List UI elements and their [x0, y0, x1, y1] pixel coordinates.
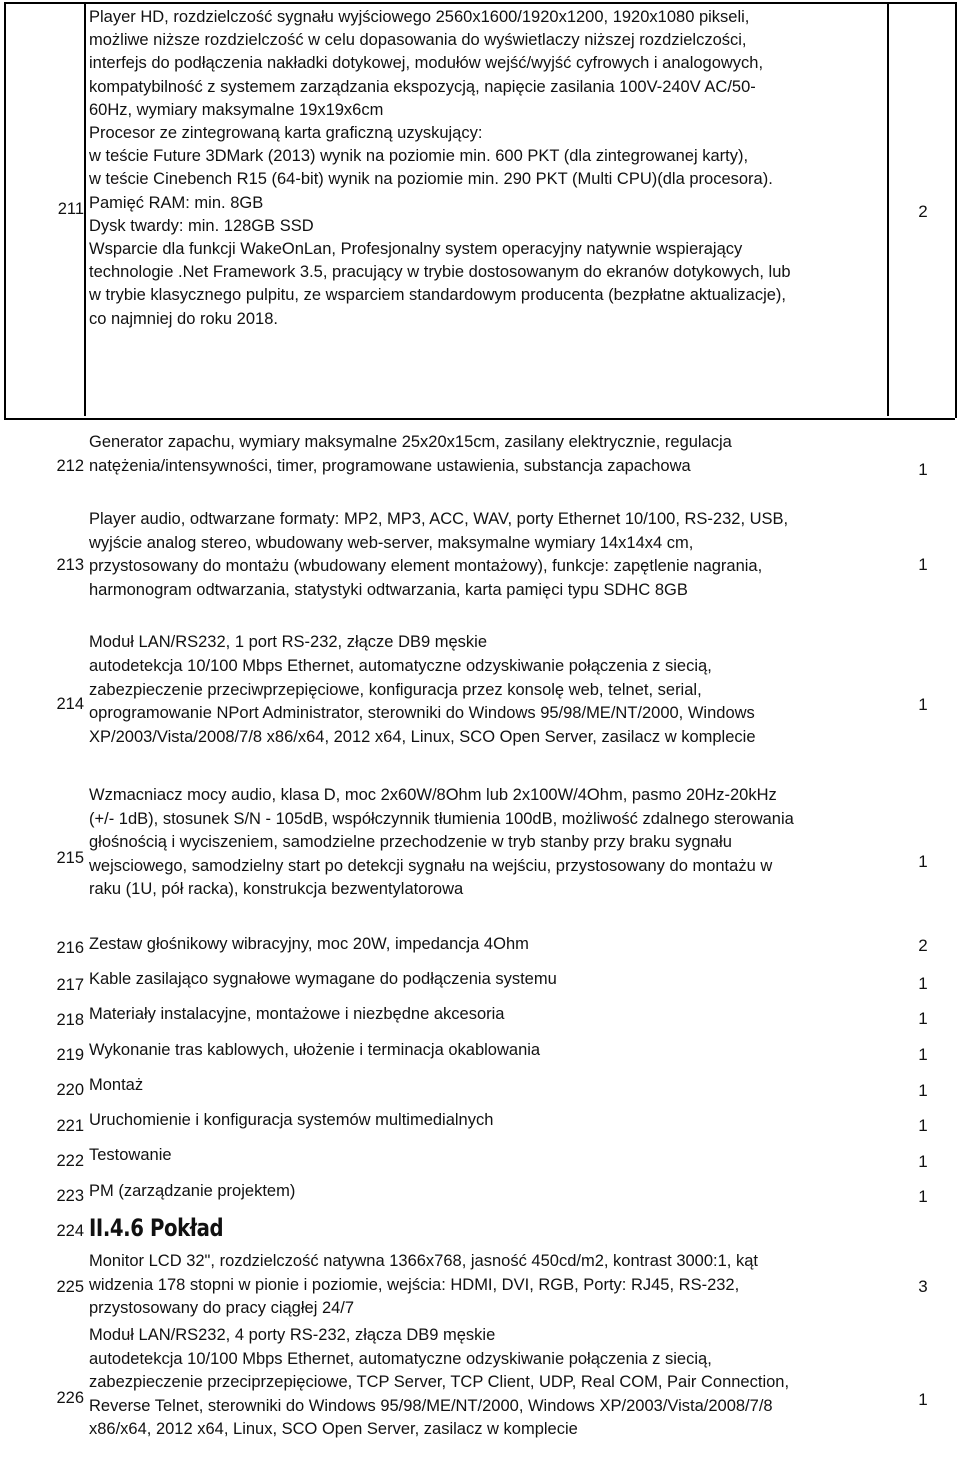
- item-number: 226: [56, 1389, 84, 1407]
- item-number: 214: [56, 695, 84, 713]
- item-quantity: 1: [918, 1116, 928, 1135]
- item-number: 220: [56, 1081, 84, 1099]
- item-description: [89, 1040, 889, 1060]
- item-quantity: 1: [918, 695, 928, 714]
- item-number: 217: [56, 976, 84, 994]
- item-quantity: 1: [918, 852, 928, 871]
- item-quantity: 2: [918, 202, 928, 221]
- item-description: [89, 1214, 889, 1244]
- description-line: Montaż: [89, 1076, 144, 1094]
- description-line: możliwe niższe rozdzielczość w celu dopasowania do wyświetlaczy niższej rozdzielczości,: [89, 31, 747, 50]
- item-number: 216: [56, 939, 84, 957]
- description-line: kompatybilność z systemem zarządzania ekspozycją, napięcie zasilania 100V-240V AC/50-: [89, 77, 756, 96]
- item-description: [89, 631, 889, 750]
- item-quantity: 1: [918, 555, 928, 574]
- description-line: przystosowany do montażu (wbudowany element montażowy), funkcje: zapętlenie nagrania,: [89, 557, 763, 575]
- description-line: Player HD, rozdzielczość sygnału wyjściowego 2560x1600/1920x1200, 1920x1080 pikseli,: [89, 8, 750, 26]
- item-description: [89, 784, 889, 902]
- description-line: Moduł LAN/RS232, 4 porty RS-232, złącza DB9 męskie: [89, 1326, 496, 1344]
- description-line: Wsparcie dla funkcji WakeOnLan, Profesjonalny system operacyjny natywnie wspierający: [89, 240, 743, 259]
- item-quantity: 1: [918, 1081, 928, 1100]
- description-line: co najmniej do roku 2018.: [89, 309, 278, 328]
- item-number: 224: [56, 1222, 84, 1240]
- item-number: 221: [56, 1117, 84, 1135]
- item-description: [89, 969, 889, 989]
- row-border: [4, 418, 955, 420]
- description-line: Reverse Telnet, sterowniki do Windows 95/98/ME/NT/2000, Windows XP/2003/Vista/2008/7/8: [89, 1396, 773, 1415]
- description-line: x86/x64, 2012 x64, Linux, SCO Open Server, zasilacz w komplecie: [89, 1420, 578, 1438]
- description-line: Testowanie: [89, 1146, 172, 1164]
- description-line: Pamięć RAM: min. 8GB: [89, 193, 264, 212]
- item-number: 218: [56, 1011, 84, 1029]
- description-line: Materiały instalacyjne, montażowe i niezbędne akcesoria: [89, 1005, 505, 1023]
- item-description: [89, 431, 889, 478]
- item-description: [89, 1181, 889, 1201]
- item-quantity: 1: [918, 1390, 928, 1409]
- description-line: Player audio, odtwarzane formaty: MP2, MP3, ACC, WAV, porty Ethernet 10/100, RS-232, USB,: [89, 510, 789, 528]
- section-heading: II.4.6 Pokład: [89, 1214, 224, 1242]
- description-line: zabezpieczenie przeciwprzepięciowe, konfiguracja przez konsolę web, telnet, serial,: [89, 680, 702, 699]
- item-quantity: 1: [918, 460, 928, 479]
- description-line: Procesor ze zintegrowaną karta graficzną uzyskujący:: [89, 124, 483, 143]
- item-description: [89, 6, 889, 331]
- description-line: Zestaw głośnikowy wibracyjny, moc 20W, impedancja 4Ohm: [89, 935, 529, 953]
- item-number: 219: [56, 1046, 84, 1064]
- item-description: [89, 1324, 889, 1442]
- description-line: autodetekcja 10/100 Mbps Ethernet, automatyczne odzyskiwanie połączenia z siecią,: [89, 656, 712, 675]
- description-line: Kable zasilająco sygnałowe wymagane do podłączenia systemu: [89, 970, 557, 988]
- description-line: interfejs do podłączenia nakładki dotykowej, modułów wejść/wyjść cyfrowych i analogowych,: [89, 54, 764, 73]
- description-line: autodetekcja 10/100 Mbps Ethernet, automatyczne odzyskiwanie połączenia z siecią,: [89, 1349, 712, 1368]
- item-quantity: 1: [918, 1045, 928, 1064]
- item-quantity: 1: [918, 974, 928, 993]
- item-quantity: 1: [918, 1187, 928, 1206]
- description-line: w trybie klasycznego pulpitu, ze wsparciem standardowym producenta (bezpłatne aktualizacje),: [89, 286, 787, 305]
- description-line: Moduł LAN/RS232, 1 port RS-232, złącze DB9 męskie: [89, 633, 488, 651]
- item-description: [89, 1110, 889, 1130]
- description-line: wyjście analog stereo, wbudowany web-server, maksymalne wymiary 14x14x4 cm,: [89, 533, 694, 552]
- description-line: Monitor LCD 32", rozdzielczość natywna 1366x768, jasność 450cd/m2, kontrast 3000:1, kąt: [89, 1252, 758, 1270]
- item-description: [89, 1075, 889, 1095]
- description-line: głośnością i wyciszeniem, samodzielne przechodzenie w tryb stanby przy braku sygnału: [89, 833, 732, 851]
- description-line: zabezpieczenie przeciprzepięciowe, TCP Server, TCP Client, UDP, Real COM, Pair Connection,: [89, 1373, 790, 1391]
- description-line: Uruchomienie i konfiguracja systemów multimedialnych: [89, 1111, 494, 1129]
- description-line: natężenia/intensywności, timer, programowane ustawienia, substancja zapachowa: [89, 456, 691, 475]
- description-line: 60Hz, wymiary maksymalne 19x19x6cm: [89, 100, 384, 119]
- item-number: 212: [56, 457, 84, 475]
- item-description: [89, 934, 889, 954]
- description-line: Wykonanie tras kablowych, ułożenie i terminacja okablowania: [89, 1041, 541, 1059]
- item-description: [89, 1145, 889, 1165]
- description-line: Wzmacniacz mocy audio, klasa D, moc 2x60W/8Ohm lub 2x100W/4Ohm, pasmo 20Hz-20kHz: [89, 786, 777, 804]
- item-quantity: 1: [918, 1009, 928, 1028]
- description-line: Dysk twardy: min. 128GB SSD: [89, 216, 314, 235]
- item-description: [89, 1004, 889, 1024]
- column-divider: [84, 2, 86, 416]
- description-line: raku (1U, pół racka), konstrukcja bezwentylatorowa: [89, 880, 464, 898]
- item-number: 222: [56, 1152, 84, 1170]
- description-line: Generator zapachu, wymiary maksymalne 25x20x15cm, zasilany elektrycznie, regulacja: [89, 433, 732, 451]
- item-number: 215: [56, 849, 84, 867]
- description-line: widzenia 178 stopni w pionie i poziomie, wejścia: HDMI, DVI, RGB, Porty: RJ45, RS-232,: [89, 1275, 740, 1294]
- description-line: oprogramowanie NPort Administrator, sterowniki do Windows 95/98/ME/NT/2000, Windows: [89, 704, 755, 723]
- description-line: PM (zarządzanie projektem): [89, 1182, 296, 1200]
- description-line: przystosowany do pracy ciągłej 24/7: [89, 1299, 355, 1317]
- row-border: [4, 2, 955, 4]
- item-number: 213: [56, 556, 84, 574]
- item-number: 225: [56, 1278, 84, 1296]
- description-line: harmonogram odtwarzania, statystyki odtwarzania, karta pamięci typu SDHC 8GB: [89, 580, 688, 599]
- item-quantity: 3: [918, 1277, 928, 1296]
- description-line: (+/- 1dB), stosunek S/N - 105dB, współczynnik tłumienia 100dB, możliwość zdalnego sterowania: [89, 809, 794, 828]
- item-description: [89, 1250, 889, 1321]
- description-line: w teście Cinebench R15 (64-bit) wynik na poziomie min. 290 PKT (Multi CPU)(dla procesora).: [89, 170, 773, 189]
- item-quantity: 1: [918, 1152, 928, 1171]
- item-description: [89, 508, 889, 602]
- item-number: 211: [57, 200, 84, 218]
- description-line: technologie .Net Framework 3.5, pracujący w trybie dostosowanym do ekranów dotykowych, lub: [89, 263, 791, 282]
- item-number: 223: [56, 1187, 84, 1205]
- description-line: XP/2003/Vista/2008/7/8 x86/x64, 2012 x64, Linux, SCO Open Server, zasilacz w komplecie: [89, 728, 756, 747]
- description-line: wejsciowego, samodzielny start po detekcji sygnału na wejściu, przystosowany do montażu w: [89, 856, 773, 875]
- description-line: w teście Future 3DMark (2013) wynik na poziomie min. 600 PKT (dla zintegrowanej karty),: [89, 147, 749, 166]
- item-quantity: 2: [918, 936, 928, 955]
